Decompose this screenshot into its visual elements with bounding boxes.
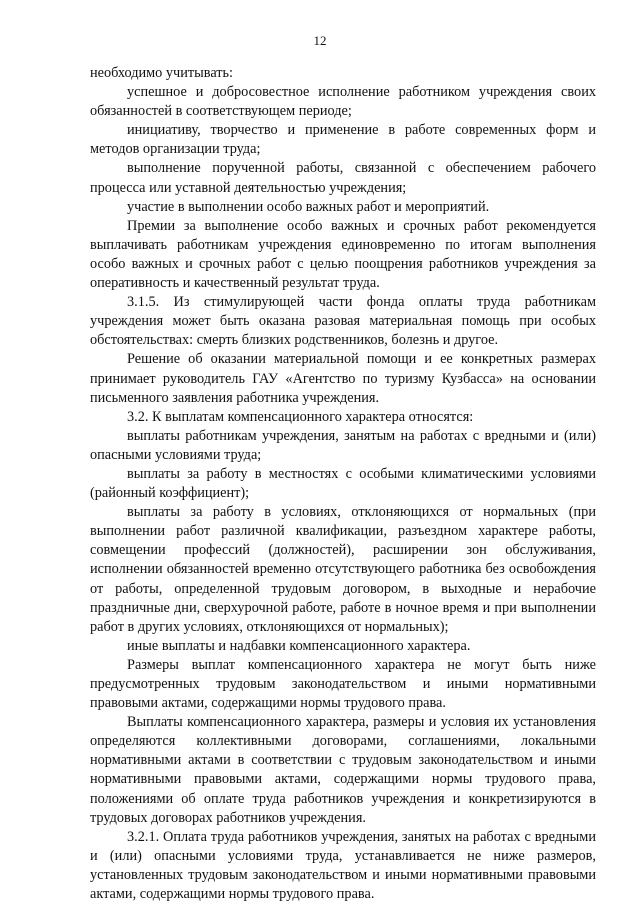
paragraph-clause-3-1-5: 3.1.5. Из стимулирующей части фонда оплаты труда работникам учреждения может быть оказана разовая материальная помощь при особых обстоятельствах: смерть близких родственников, болезнь и другое. <box>90 294 596 349</box>
paragraph-list-item: инициативу, творчество и применение в работе современных форм и методов организации труда; <box>90 122 596 158</box>
paragraph-compensation-minimum: Размеры выплат компенсационного характера не могут быть ниже предусмотренных трудовым законодательством и иными нормативными правовыми актами, содержащими нормы трудового права. <box>90 656 596 712</box>
paragraph-list-item: выплаты за работу в местностях с особыми климатическими условиями (районный коэффициент); <box>90 465 596 502</box>
paragraph-list-item: успешное и добросовестное исполнение работником учреждения своих обязанностей в соответствующем периоде; <box>90 84 596 120</box>
paragraph-intro: необходимо учитывать: <box>90 65 234 81</box>
paragraph-compensation-conditions: Выплаты компенсационного характера, размеры и условия их установления определяются коллективными договорами, соглашениями, локальными нормативными актами в соответствии с трудовым законодательством и иными нормативными правовыми актами, содержащими нормы трудового права, положениями об оплате труда работников учреждения и конкретизируются в трудовых договорах работников учреждения. <box>90 714 596 826</box>
page-number: 12 <box>313 33 327 48</box>
paragraph-clause-3-2: 3.2. К выплатам компенсационного характера относятся: <box>127 408 474 425</box>
document-body <box>90 64 596 904</box>
paragraph-list-item: участие в выполнении особо важных работ и мероприятий. <box>127 198 490 215</box>
paragraph-list-item: выплаты за работу в условиях, отклоняющихся от нормальных (при выполнении работ различной квалификации, разъездном характере работы, совмещении профессий (должностей), расширении зон обслуживания, исполнении обязанностей временно отсутствующего работника без освобождения от работы, определенной трудовым договором, в выходные и нерабочие праздничные дни, сверхурочной работе, работе в ночное время и при выполнении работ в других условиях, отклоняющихся от нормальных); <box>90 504 596 635</box>
paragraph-list-item: выплаты работникам учреждения, занятым на работах с вредными и (или) опасными условиями труда; <box>90 427 596 463</box>
paragraph-list-item: иные выплаты и надбавки компенсационного характера. <box>127 637 471 654</box>
paragraph-assistance-decision: Решение об оказании материальной помощи и ее конкретных размерах принимает руководитель ГАУ «Агентство по туризму Кузбасса» на основании письменного заявления работника учреждения. <box>90 351 596 406</box>
paragraph-bonus-rules: Премии за выполнение особо важных и срочных работ рекомендуется выплачивать работникам учреждения единовременно по итогам выполнения особо важных и срочных работ с целью поощрения работников учреждения за оперативность и качественный результат труда. <box>90 217 596 292</box>
paragraph-clause-3-2-1: 3.2.1. Оплата труда работников учреждения, занятых на работах с вредными и (или) опасными условиями труда, устанавливается не ниже размеров, установленных трудовым законодательством и иными нормативными правовыми актами, содержащими нормы трудового права. <box>90 828 596 903</box>
paragraph-list-item: выполнение порученной работы, связанной с обеспечением рабочего процесса или уставной деятельностью учреждения; <box>90 160 596 196</box>
